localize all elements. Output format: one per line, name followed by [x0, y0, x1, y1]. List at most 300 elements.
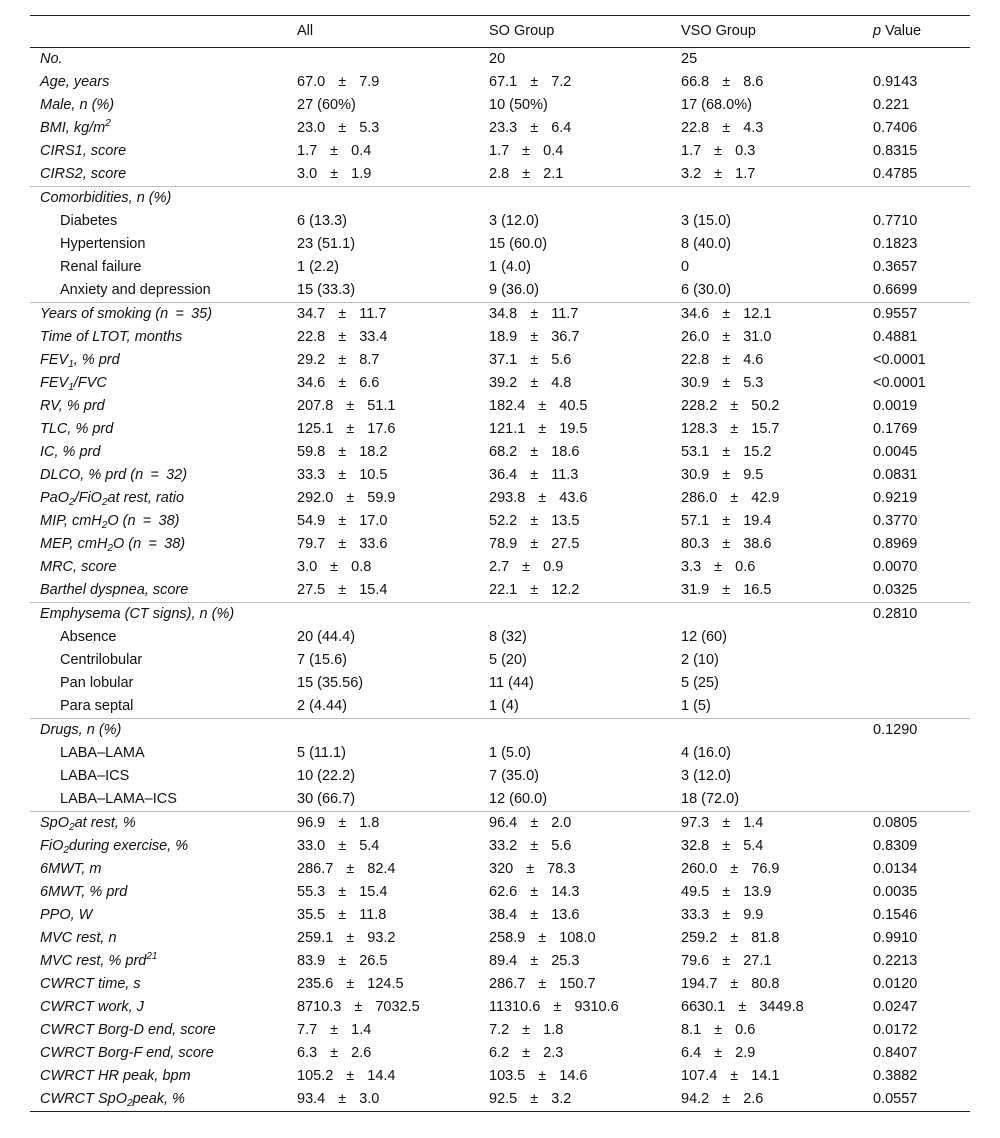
mean-value: 128.3	[681, 421, 718, 437]
table-row	[30, 996, 970, 1019]
sd-value: 12.2	[551, 582, 580, 598]
cell-all	[287, 487, 479, 510]
cell-all	[287, 1042, 479, 1065]
mean-value: 83.9	[297, 953, 326, 969]
cell-text: 11 (44)	[489, 675, 534, 691]
sd-value: 16.5	[743, 582, 772, 598]
p-value	[863, 649, 970, 672]
cell-vso	[671, 187, 863, 211]
cell-so	[479, 487, 671, 510]
plus-minus: ±	[722, 74, 731, 90]
mean-value: 207.8	[297, 398, 334, 414]
plus-minus: ±	[330, 166, 339, 182]
row-label-text: Centrilobular	[60, 652, 143, 668]
plus-minus: ±	[338, 120, 347, 136]
plus-minus: ±	[722, 306, 731, 322]
cell-vso	[671, 719, 863, 743]
row-label-subscript: 2	[127, 1098, 133, 1109]
table-body	[30, 48, 970, 1112]
mean-value: 23.0	[297, 120, 326, 136]
row-label	[30, 210, 287, 233]
plus-minus: ±	[530, 1091, 539, 1107]
mean-value: 36.4	[489, 467, 518, 483]
mean-value: 23.3	[489, 120, 518, 136]
sd-value: 4.3	[743, 120, 764, 136]
cell-all	[287, 94, 479, 117]
sd-value: 2.3	[543, 1045, 564, 1061]
cell-vso	[671, 649, 863, 672]
row-label-text: Hypertension	[60, 236, 146, 252]
row-label-text: FiO	[40, 838, 64, 854]
row-label	[30, 858, 287, 881]
cell-all	[287, 279, 479, 303]
sd-value: 8.7	[359, 352, 380, 368]
plus-minus: ±	[530, 467, 539, 483]
mean-value: 34.6	[297, 375, 326, 391]
cell-so	[479, 881, 671, 904]
cell-vso	[671, 858, 863, 881]
mean-value: 286.0	[681, 490, 718, 506]
mean-value: 22.8	[681, 120, 710, 136]
table-row	[30, 48, 970, 72]
p-value: 0.9557	[863, 303, 970, 327]
row-label	[30, 464, 287, 487]
cell-so	[479, 950, 671, 973]
row-label	[30, 1042, 287, 1065]
cell-all	[287, 973, 479, 996]
cell-so	[479, 372, 671, 395]
plus-minus: ±	[338, 375, 347, 391]
mean-value: 22.8	[681, 352, 710, 368]
plus-minus: ±	[730, 930, 739, 946]
table-header	[30, 16, 970, 48]
p-value	[863, 742, 970, 765]
cell-text: 10 (22.2)	[297, 768, 356, 784]
cell-all	[287, 626, 479, 649]
plus-minus: ±	[538, 976, 547, 992]
sd-value: 14.4	[367, 1068, 396, 1084]
sd-value: 15.4	[359, 884, 388, 900]
cell-all	[287, 326, 479, 349]
plus-minus: ±	[338, 467, 347, 483]
cell-vso	[671, 695, 863, 719]
p-value: <0.0001	[873, 352, 926, 368]
row-label-text: Para septal	[60, 698, 134, 714]
plus-minus: ±	[346, 930, 355, 946]
table-row	[30, 163, 970, 187]
cell-text: 7 (15.6)	[297, 652, 347, 668]
plus-minus: ±	[330, 1045, 339, 1061]
cell-text: 4 (16.0)	[681, 745, 731, 761]
cell-so	[479, 579, 671, 603]
row-label	[30, 719, 287, 743]
row-label	[30, 163, 287, 187]
mean-value: 194.7	[681, 976, 718, 992]
cell-vso	[671, 48, 863, 72]
p-value: 0.3882	[873, 1068, 918, 1084]
cell-vso	[671, 372, 863, 395]
mean-value: 59.8	[297, 444, 326, 460]
cell-vso	[671, 395, 863, 418]
cell-text: 6 (30.0)	[681, 282, 731, 298]
sd-value: 43.6	[559, 490, 588, 506]
mean-value: 3.2	[681, 166, 702, 182]
sd-value: 27.5	[551, 536, 580, 552]
p-value: 0.0019	[873, 398, 918, 414]
mean-value: 1.7	[297, 143, 318, 159]
cell-vso	[671, 464, 863, 487]
p-value: 0.8969	[873, 536, 918, 552]
plus-minus: ±	[730, 861, 739, 877]
p-value: 0.4881	[873, 329, 918, 345]
row-label-text: LABA–LAMA	[60, 745, 145, 761]
plus-minus: ±	[338, 582, 347, 598]
row-label	[30, 140, 287, 163]
mean-value: 38.4	[489, 907, 518, 923]
table-row	[30, 326, 970, 349]
plus-minus: ±	[538, 1068, 547, 1084]
table-row	[30, 927, 970, 950]
mean-value: 1.7	[681, 143, 702, 159]
row-label	[30, 256, 287, 279]
mean-value: 286.7	[489, 976, 526, 992]
cell-text: 5 (20)	[489, 652, 527, 668]
plus-minus: ±	[530, 329, 539, 345]
table-row	[30, 695, 970, 719]
row-label	[30, 812, 287, 836]
cell-so	[479, 1019, 671, 1042]
sd-value: 12.1	[743, 306, 772, 322]
cell-so	[479, 765, 671, 788]
sd-value: 38.6	[743, 536, 772, 552]
cell-text: 3 (12.0)	[489, 213, 539, 229]
cell-so	[479, 626, 671, 649]
cell-so	[479, 996, 671, 1019]
plus-minus: ±	[530, 884, 539, 900]
cell-vso	[671, 487, 863, 510]
sd-value: 9.5	[743, 467, 764, 483]
row-label-text: /FVC	[73, 375, 107, 391]
row-label-subscript: 2	[69, 822, 75, 833]
row-label-text: 6MWT, m	[40, 861, 102, 877]
table-row	[30, 94, 970, 117]
cell-so	[479, 303, 671, 327]
cell-all	[287, 579, 479, 603]
cell-all	[287, 1065, 479, 1088]
sd-value: 31.0	[743, 329, 772, 345]
mean-value: 29.2	[297, 352, 326, 368]
cell-all	[287, 742, 479, 765]
mean-value: 37.1	[489, 352, 518, 368]
table-row	[30, 233, 970, 256]
mean-value: 182.4	[489, 398, 526, 414]
sd-value: 33.6	[359, 536, 388, 552]
cell-text: 15 (33.3)	[297, 282, 356, 298]
mean-value: 22.1	[489, 582, 518, 598]
p-value: 0.9143	[873, 74, 918, 90]
cell-text: 20 (44.4)	[297, 629, 356, 645]
table-row	[30, 1019, 970, 1042]
cell-all	[287, 117, 479, 140]
sd-value: 8.6	[743, 74, 764, 90]
row-label	[30, 765, 287, 788]
p-value: 0.0134	[873, 861, 918, 877]
sd-value: 1.8	[543, 1022, 564, 1038]
plus-minus: ±	[354, 999, 363, 1015]
cell-vso	[671, 279, 863, 303]
cell-vso	[671, 533, 863, 556]
plus-minus: ±	[346, 398, 355, 414]
plus-minus: ±	[530, 838, 539, 854]
row-label	[30, 973, 287, 996]
table-row	[30, 812, 970, 836]
cell-text: 25	[681, 51, 698, 67]
table-row	[30, 279, 970, 303]
table-row	[30, 742, 970, 765]
sd-value: 3.0	[359, 1091, 380, 1107]
p-value	[863, 788, 970, 812]
sd-value: 27.1	[743, 953, 772, 969]
row-label-text: MIP, cmH	[40, 513, 102, 529]
mean-value: 93.4	[297, 1091, 326, 1107]
plus-minus: ±	[530, 352, 539, 368]
sd-value: 13.9	[743, 884, 772, 900]
plus-minus: ±	[338, 838, 347, 854]
sd-value: 4.6	[743, 352, 764, 368]
mean-value: 68.2	[489, 444, 518, 460]
plus-minus: ±	[722, 120, 731, 136]
mean-value: 293.8	[489, 490, 526, 506]
mean-value: 107.4	[681, 1068, 718, 1084]
p-value: 0.9910	[873, 930, 918, 946]
table-row	[30, 556, 970, 579]
mean-value: 32.8	[681, 838, 710, 854]
mean-value: 89.4	[489, 953, 518, 969]
cell-all	[287, 904, 479, 927]
row-label-text: DLCO, % prd (n = 32)	[40, 467, 188, 483]
p-value	[863, 48, 970, 72]
sd-value: 82.4	[367, 861, 396, 877]
cell-all	[287, 303, 479, 327]
mean-value: 79.6	[681, 953, 710, 969]
plus-minus: ±	[330, 143, 339, 159]
sd-value: 1.4	[743, 815, 764, 831]
row-label-text: CWRCT Borg-D end, score	[40, 1022, 216, 1038]
row-label-text: Anxiety and depression	[60, 282, 211, 298]
mean-value: 34.7	[297, 306, 326, 322]
p-value: 0.1546	[873, 907, 918, 923]
row-label	[30, 881, 287, 904]
sd-value: 5.4	[743, 838, 764, 854]
plus-minus: ±	[538, 490, 547, 506]
sd-value: 10.5	[359, 467, 388, 483]
sd-value: 6.6	[359, 375, 380, 391]
table-row	[30, 464, 970, 487]
cell-all	[287, 765, 479, 788]
mean-value: 33.3	[681, 907, 710, 923]
row-label	[30, 533, 287, 556]
mean-value: 260.0	[681, 861, 718, 877]
cell-vso	[671, 210, 863, 233]
cell-text: 10 (50%)	[489, 97, 548, 113]
cell-so	[479, 973, 671, 996]
table-row	[30, 858, 970, 881]
plus-minus: ±	[346, 976, 355, 992]
cell-all	[287, 649, 479, 672]
mean-value: 1.7	[489, 143, 510, 159]
row-label	[30, 1088, 287, 1112]
mean-value: 6630.1	[681, 999, 726, 1015]
row-label-text: /FiO	[74, 490, 102, 506]
table-row	[30, 1042, 970, 1065]
cell-all	[287, 71, 479, 94]
p-value: 0.0070	[873, 559, 918, 575]
row-label-text: O (n = 38)	[112, 536, 186, 552]
row-label	[30, 603, 287, 627]
header-row	[30, 16, 970, 48]
plus-minus: ±	[530, 306, 539, 322]
sd-value: 18.6	[551, 444, 580, 460]
table-row	[30, 210, 970, 233]
row-label	[30, 441, 287, 464]
row-label	[30, 950, 287, 973]
plus-minus: ±	[530, 815, 539, 831]
mean-value: 121.1	[489, 421, 526, 437]
cell-vso	[671, 326, 863, 349]
row-label	[30, 1019, 287, 1042]
table-row	[30, 765, 970, 788]
sd-value: 2.9	[735, 1045, 756, 1061]
row-label-text: Pan lobular	[60, 675, 134, 691]
sd-value: 7.2	[551, 74, 572, 90]
mean-value: 62.6	[489, 884, 518, 900]
mean-value: 320	[489, 861, 514, 877]
header-p-value	[863, 16, 970, 48]
mean-value: 96.9	[297, 815, 326, 831]
cell-vso	[671, 140, 863, 163]
p-value: 0.2213	[873, 953, 918, 969]
cell-so	[479, 48, 671, 72]
cell-text: 5 (11.1)	[297, 745, 346, 761]
mean-value: 52.2	[489, 513, 518, 529]
cell-so	[479, 719, 671, 743]
sd-value: 108.0	[559, 930, 596, 946]
mean-value: 66.8	[681, 74, 710, 90]
plus-minus: ±	[338, 513, 347, 529]
p-value	[863, 695, 970, 719]
sd-value: 1.7	[735, 166, 756, 182]
cell-so	[479, 326, 671, 349]
sd-value: 17.6	[367, 421, 396, 437]
cell-all	[287, 996, 479, 1019]
sd-value: 0.4	[543, 143, 564, 159]
row-label-text: peak, %	[132, 1091, 185, 1107]
row-label-text: Comorbidities, n (%)	[40, 190, 172, 206]
row-label	[30, 626, 287, 649]
cell-so	[479, 279, 671, 303]
mean-value: 26.0	[681, 329, 710, 345]
plus-minus: ±	[730, 1068, 739, 1084]
mean-value: 6.4	[681, 1045, 702, 1061]
row-label	[30, 303, 287, 327]
cell-vso	[671, 626, 863, 649]
cell-vso	[671, 672, 863, 695]
table-row	[30, 881, 970, 904]
sd-value: 17.0	[359, 513, 388, 529]
table-row	[30, 950, 970, 973]
sd-value: 33.4	[359, 329, 388, 345]
table-row	[30, 487, 970, 510]
row-label-text: 6MWT, % prd	[40, 884, 128, 900]
table-row	[30, 117, 970, 140]
p-value: 0.8309	[873, 838, 918, 854]
mean-value: 235.6	[297, 976, 334, 992]
row-label-text: CIRS2, score	[40, 166, 127, 182]
sd-value: 0.6	[735, 559, 756, 575]
cell-vso	[671, 996, 863, 1019]
table-row	[30, 187, 970, 211]
row-label-text: at rest, %	[74, 815, 136, 831]
row-label-subscript: 2	[63, 845, 69, 856]
row-label	[30, 117, 287, 140]
mean-value: 96.4	[489, 815, 518, 831]
sd-value: 2.1	[543, 166, 564, 182]
table-row	[30, 510, 970, 533]
mean-value: 2.7	[489, 559, 510, 575]
row-label-text: at rest, ratio	[107, 490, 185, 506]
plus-minus: ±	[722, 352, 731, 368]
row-label-text: MRC, score	[40, 559, 117, 575]
p-value	[863, 765, 970, 788]
cell-so	[479, 556, 671, 579]
cell-all	[287, 1088, 479, 1112]
cell-so	[479, 256, 671, 279]
plus-minus: ±	[530, 536, 539, 552]
cell-vso	[671, 973, 863, 996]
cell-vso	[671, 556, 863, 579]
plus-minus: ±	[330, 559, 339, 575]
table-row	[30, 71, 970, 94]
cell-all	[287, 695, 479, 719]
sd-value: 7.9	[359, 74, 380, 90]
cell-all	[287, 349, 479, 372]
row-label-text: RV, % prd	[40, 398, 105, 414]
cell-text: 23 (51.1)	[297, 236, 356, 252]
cell-text: 8 (32)	[489, 629, 527, 645]
row-label	[30, 48, 287, 72]
cell-vso	[671, 579, 863, 603]
cell-so	[479, 71, 671, 94]
sd-value: 5.4	[359, 838, 380, 854]
mean-value: 11310.6	[489, 999, 541, 1015]
sd-value: 76.9	[751, 861, 780, 877]
row-label-text: No.	[40, 51, 63, 67]
cell-vso	[671, 349, 863, 372]
row-label	[30, 649, 287, 672]
cell-vso	[671, 1019, 863, 1042]
row-label-text: CIRS1, score	[40, 143, 127, 159]
table-row	[30, 904, 970, 927]
sd-value: 36.7	[551, 329, 580, 345]
row-label	[30, 233, 287, 256]
p-value: 0.7710	[873, 213, 918, 229]
row-label	[30, 349, 287, 372]
cell-text: 1 (2.2)	[297, 259, 339, 275]
row-label-text: Absence	[60, 629, 117, 645]
cell-vso	[671, 788, 863, 812]
row-label-text: IC, % prd	[40, 444, 101, 460]
cell-vso	[671, 1065, 863, 1088]
